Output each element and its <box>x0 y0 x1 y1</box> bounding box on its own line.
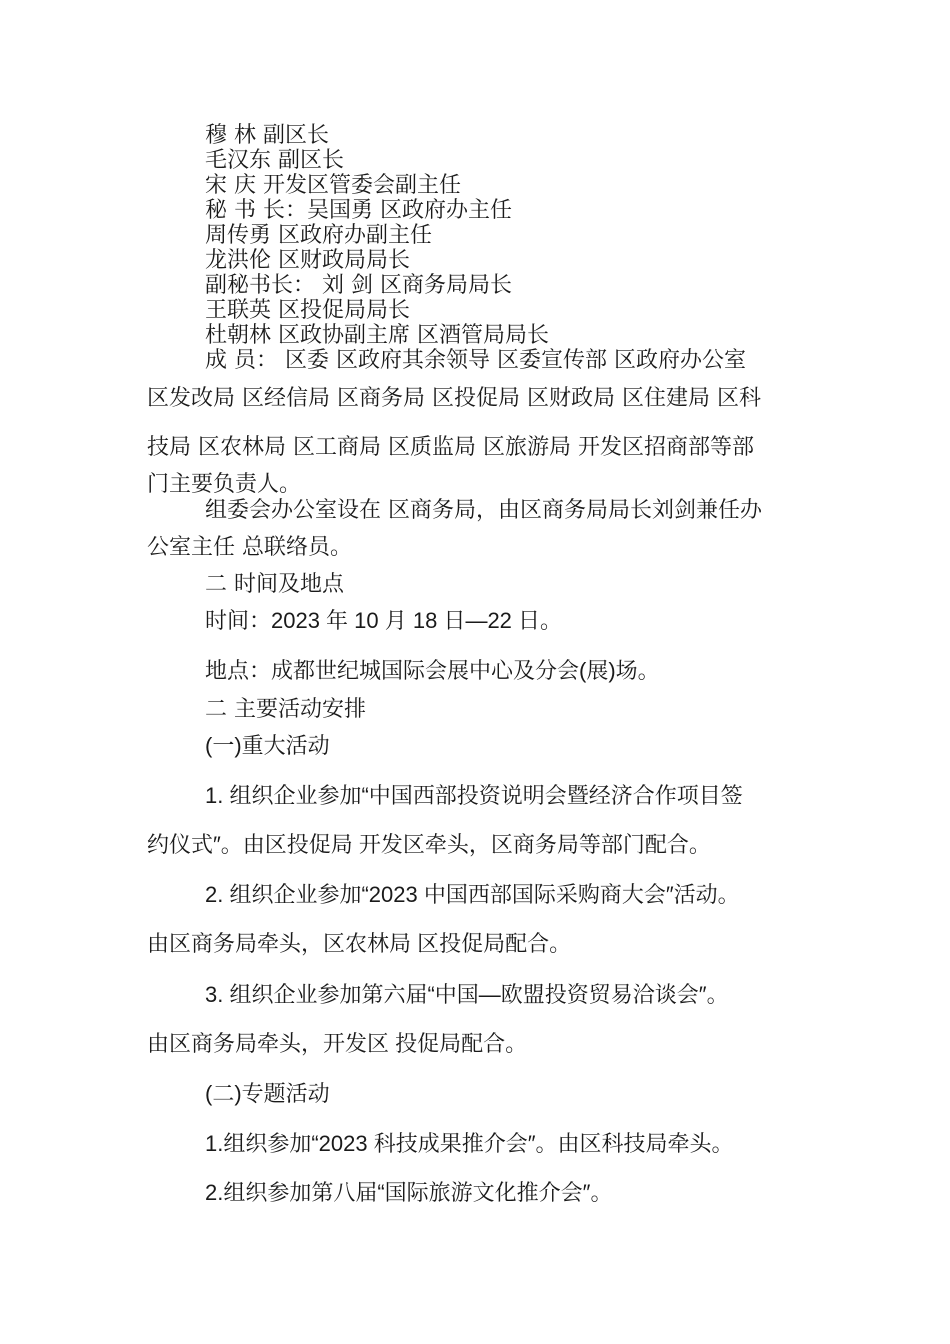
member-line-5: 周传勇 区政府办副主任 <box>205 223 432 248</box>
office-paragraph-line-2: 公室主任 总联络员。 <box>147 535 352 560</box>
activity-3-line-2: 由区商务局牵头，开发区 投促局配合。 <box>147 1031 528 1056</box>
members-paragraph-line-1: 成 员： 区委 区政府其余领导 区委宣传部 区政府办公室 <box>205 348 746 373</box>
section-heading-time-place: 二 时间及地点 <box>205 572 344 597</box>
subheading-major-activities: (一)重大活动 <box>205 733 330 758</box>
member-line-1: 穆 林 副区长 <box>205 123 329 148</box>
special-activity-1: 1.组织参加“2023 科技成果推介会″。由区科技局牵头。 <box>205 1131 734 1156</box>
activity-3-line-1: 3. 组织企业参加第六届“中国—欧盟投资贸易洽谈会″。 <box>205 982 729 1007</box>
special-activity-2: 2.组织参加第八届“国际旅游文化推介会″。 <box>205 1180 613 1205</box>
activity-2-line-2: 由区商务局牵头，区农林局 区投促局配合。 <box>147 931 572 956</box>
section-heading-activities: 二 主要活动安排 <box>205 697 366 722</box>
place-line: 地点：成都世纪城国际会展中心及分会(展)场。 <box>205 658 660 683</box>
time-line: 时间：2023 年 10 月 18 日—22 日。 <box>205 608 563 633</box>
member-line-6: 龙洪伦 区财政局局长 <box>205 248 410 273</box>
members-paragraph-line-2: 区发改局 区经信局 区商务局 区投促局 区财政局 区住建局 区科 <box>147 386 761 411</box>
member-line-3: 宋 庆 开发区管委会副主任 <box>205 173 461 198</box>
member-line-2: 毛汉东 副区长 <box>205 148 344 173</box>
deputy-secretary-line: 副秘书长： 刘 剑 区商务局局长 <box>205 273 512 298</box>
activity-1-line-1: 1. 组织企业参加“中国西部投资说明会暨经济合作项目签 <box>205 783 743 808</box>
secretary-general-line: 秘 书 长：吴国勇 区政府办主任 <box>205 198 512 223</box>
subheading-special-activities: (二)专题活动 <box>205 1081 330 1106</box>
members-paragraph-line-4: 门主要负责人。 <box>147 472 302 497</box>
member-line-8: 王联英 区投促局局长 <box>205 298 410 323</box>
member-line-9: 杜朝林 区政协副主席 区酒管局局长 <box>205 323 549 348</box>
activity-2-line-1: 2. 组织企业参加“2023 中国西部国际采购商大会″活动。 <box>205 882 740 907</box>
members-paragraph-line-3: 技局 区农林局 区工商局 区质监局 区旅游局 开发区招商部等部 <box>147 435 754 460</box>
activity-1-line-2: 约仪式″。由区投促局 开发区牵头，区商务局等部门配合。 <box>147 832 711 857</box>
office-paragraph-line-1: 组委会办公室设在 区商务局，由区商务局局长刘剑兼任办 <box>205 498 762 523</box>
